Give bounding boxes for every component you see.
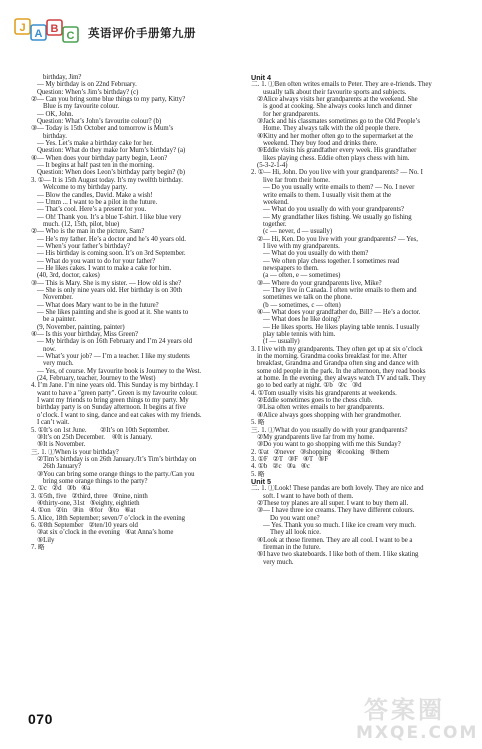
answer-line: — My grandfather likes fishing. We usually go fishing [263, 213, 412, 221]
answer-line: — That’s cool. Here’s a present for you. [37, 206, 147, 214]
answer-line: — Oh! Thank you. It’s a blue T-shirt. I like blue very [37, 213, 182, 221]
answer-line: 5. 略 [251, 470, 265, 478]
answer-line: ②These toy planes are all super. I want to buy them all. [257, 499, 409, 507]
answer-line: very much. [263, 558, 294, 566]
answer-line: 4. I’m Jane. I’m nine years old. This Sunday is my birthday. I [31, 382, 199, 390]
answer-line: ②Tim’s birthday is on 26th January./It’s Tim’s birthday on [37, 455, 197, 463]
answer-line: live far from their home. [263, 176, 330, 184]
answer-line: usually talk about their favourite sports and subjects. [263, 88, 407, 96]
answer-line: November. [43, 294, 74, 302]
answer-line: Do you want one? [270, 514, 320, 522]
logo-letter: A [34, 28, 43, 40]
right-answer-column [251, 74, 470, 724]
answer-line: 5. Alice, 18th September; seven/7 o’clock in the evening [31, 514, 186, 522]
answer-line: 4. ①Tom usually visits his grandparents at weekends. [251, 389, 397, 397]
answer-line: — What do you want to do for your father? [37, 257, 156, 265]
answer-line: ②— Who is the man in the picture, Sam? [31, 228, 145, 236]
answer-line: at home. In the evening, they always watch TV and talk. They [257, 375, 426, 383]
answer-line: ③Lisa often writes emails to her grandparents. [257, 404, 385, 412]
watermark-site-text: MXQE.COM [356, 723, 479, 743]
answer-line: — Do you usually write emails to them? — No. I never [263, 184, 415, 192]
answer-line: — Yes. Thank you so much. I like ice cream very much. [263, 521, 416, 529]
book-title: 英语评价手册第九册 [88, 26, 196, 40]
answer-line: likes playing chess. Eddie often plays chess with him. [263, 154, 410, 162]
answer-line: I can’t wait. [37, 419, 70, 427]
answer-line: — What do you usually do with your grandparents? [263, 206, 405, 214]
answer-line: birthday party is on Sunday afternoon. It begins at five [37, 404, 186, 412]
answer-line: ③— I have three ice creams. They have different colours. [257, 507, 415, 515]
answer-line: ②— Can you bring some blue things to my party, Kitty? [31, 96, 186, 104]
answer-line: ③— This is Mary. She is my sister. — How old is she? [31, 279, 182, 287]
answer-line: — Umm ... I want to be a pilot in the future. [37, 198, 158, 206]
answer-line: ②My grandparents live far from my home. [257, 433, 375, 441]
answer-line: They all look nice. [270, 529, 321, 537]
answer-line: go to bed early at night. ①b ②c ③d [257, 382, 362, 390]
answer-line: Welcome to my birthday party. [43, 184, 128, 192]
answer-line: 5. 略 [251, 419, 265, 427]
answer-line: — It begins at half past ten in the morning. [37, 162, 155, 170]
answer-line: I live with my grandparents. [263, 242, 340, 250]
answer-line: in the morning. Grandma cooks breakfast for me. After [257, 353, 407, 361]
answer-line: — What’s your job? — I’m a teacher. I like my students [37, 353, 190, 361]
answer-line: 6. ①8th September ②ten/10 years old [31, 521, 138, 529]
answer-line: 5. ①It’s on 1st June. ②It’s on 10th September. [31, 426, 170, 434]
answer-line: I want my friends to bring green things to my party. My [37, 397, 189, 405]
answer-line: ③— Today is 15th October and tomorrow is Mum’s [31, 125, 174, 133]
answer-line: Question: What’s John’s favourite colour? (b) [37, 118, 162, 126]
answer-line: ③— Where do your grandparents live, Mike? [257, 279, 382, 287]
answer-line: (c — never, d — usually) [263, 228, 333, 236]
answer-line: — He likes sports. He likes playing table tennis. I usually [263, 323, 420, 331]
answer-line: be a painter. [43, 316, 77, 324]
answer-line: newspapers to them. [263, 264, 319, 272]
answer-line: (9, November, painting, painter) [37, 323, 125, 331]
answer-line: Question: When’s Jim’s birthday? (c) [37, 88, 139, 96]
answer-line: — My birthday is on 16th February and I’m 24 years old [37, 338, 192, 346]
answer-line: — Yes. Let’s make a birthday cake for her. [37, 140, 154, 148]
answer-line: 2. ①c ②d ③b ④a [31, 485, 91, 493]
answer-line: 3. ①5th, five ②third, three ③nine, ninth [31, 492, 148, 500]
answer-line: play table tennis with him. [263, 331, 336, 339]
answer-line: ④— What does your grandfather do, Bill? — He’s a doctor. [257, 309, 421, 316]
answer-line: birthday, Jim? [43, 74, 82, 81]
answer-line: 26th January? [43, 463, 81, 471]
answer-line: ④Look at those firemen. They are all cool. I want to be a [257, 536, 413, 544]
answer-line: — She is only nine years old. Her birthday is on 30th [37, 286, 182, 294]
answer-line: 二. 1. ①Look! These pandas are both lovely. They are nice and [251, 485, 424, 493]
answer-line: now. [43, 345, 56, 353]
answer-line: — What does Mary want to be in the future? [37, 301, 159, 309]
answer-line: — What do you usually do with them? [263, 250, 369, 258]
answer-line: soft. I want to have both of them. [263, 492, 354, 500]
answer-line: ④Alice always goes shopping with her grandmother. [257, 411, 402, 419]
answer-line: — They live in Canada. I often write emails to them and [263, 286, 417, 294]
answer-line: — What does he like doing? [263, 316, 341, 324]
answer-line: 3. I live with my grandparents. They often get up at six o’clock [251, 345, 423, 353]
answer-line: — He’s my father. He’s a doctor and he’s 40 years old. [37, 235, 186, 243]
answer-line: ⑤I have two skateboards. I like both of them. I like skating [257, 551, 419, 559]
watermark-logo-text: 答案圈 [364, 696, 445, 724]
logo-icon [14, 16, 84, 50]
answer-line: bring some orange things to the party? [43, 477, 148, 485]
answer-line: ③You can bring some orange things to the party./Can you [37, 470, 195, 478]
unit-heading: Unit 4 [251, 74, 271, 82]
answer-line: 三. 1. ①When is your birthday? [31, 448, 119, 456]
answer-line: 2. ①at ②never ③shopping ④cooking ⑤them [251, 448, 390, 456]
unit-heading: Unit 5 [251, 477, 271, 486]
answer-line: ②Eddie sometimes goes to the chess club. [257, 397, 373, 405]
answer-line: ③Do you want to go shopping with me this Sunday? [257, 441, 401, 449]
answer-line: — We often play chess together. I sometimes read [263, 257, 400, 265]
answer-line: 三. 1. ①What do you usually do with your grandparents? [251, 426, 408, 434]
answer-line: breakfast, Grandma and Grandpa often sing and dance with [257, 360, 419, 368]
answer-line: ④Kitty and her mother often go to the supermarket at the [257, 132, 413, 140]
answer-line: ⑤It is November. [37, 441, 86, 449]
answer-line: (a — often, e — sometimes) [263, 272, 341, 280]
answer-line: much. (12, 15th, pilot, blue) [43, 220, 120, 228]
answer-line: birthday. [43, 132, 67, 140]
answer-line: is good at cooking. She always cooks lunch and dinner [263, 103, 413, 111]
answer-line: — She likes painting and she is good at it. She wants to [37, 309, 189, 316]
answer-line: 3. ①F ②T ③F ④T ⑤F [251, 455, 329, 463]
answer-line: ④thirty-one, 31st ⑤eighty, eightieth [37, 499, 140, 507]
answer-line: together. [263, 220, 287, 228]
answer-line: very much. [43, 360, 74, 368]
answer-line: Question: What do they make for Mum’s birthday? (a) [37, 147, 186, 155]
answer-line: some old people in the park. In the afternoon, they read books [257, 367, 426, 375]
answer-line: o’clock. I want to sing, dance and eat cakes with my friends. [37, 411, 202, 419]
answer-line: 4. ①b ②c ③a ④c [251, 463, 310, 471]
answer-line: ③Jack and his classmates sometimes go to the Old People’s [257, 118, 420, 126]
answer-line: — He likes cakes. I want to make a cake for him. [37, 264, 172, 272]
page-header [14, 16, 474, 50]
answer-line: 4. ①on ②in ③in ④for ⑤to ⑥at [31, 507, 136, 515]
answer-line: 7. 略 [31, 544, 45, 551]
answer-line: ③at six o’clock in the evening ④at Anna’s home [37, 529, 174, 537]
answer-line: for her grandparents. [263, 110, 320, 118]
page-number: 070 [28, 711, 53, 727]
answer-line: (24, February, teacher, Journey to the West) [37, 375, 156, 383]
answer-line: (b — sometimes, c — often) [263, 301, 341, 309]
left-answer-column [31, 74, 243, 700]
answer-line: — Blow the candles, David. Make a wish! [37, 191, 153, 199]
answer-line: (40, 3rd, doctor, cakes) [37, 272, 100, 280]
answer-line: ②Alice always visits her grandparents at the weekend. She [257, 96, 418, 104]
answer-line: 2. ①— Hi, John. Do you live with your grandparents? — No. I [251, 169, 423, 177]
answer-line: — When’s your father’s birthday? [37, 242, 130, 250]
logo-letter: B [50, 23, 59, 35]
answer-line: — My birthday is on 22nd February. [37, 81, 137, 89]
answer-line: 3. ①— It is 15th August today. It’s my twelfth birthday. [31, 176, 183, 184]
answer-line: Blue is my favourite colour. [43, 103, 120, 111]
answer-line: ④— When does your birthday party begin, Leon? [31, 154, 168, 162]
answer-line: 二. 1. ①Ben often writes emails to Peter. They are e-friends. They [251, 81, 432, 89]
answer-line: weekend. [263, 198, 289, 206]
answer-line: — His birthday is coming soon. It’s on 3rd September. [37, 250, 186, 258]
answer-line: Home. They always talk with the old people there. [263, 125, 401, 133]
answer-line: ②— Hi, Ken. Do you live with your grandparents? — Yes, [257, 235, 418, 243]
answer-line: ④— Is this your birthday, Miss Green? [31, 331, 139, 339]
answer-line: Question: When does Leon’s birthday party begin? (b) [37, 169, 186, 177]
answer-line: ③It’s on 25th December. ④It is January. [37, 433, 153, 441]
answer-line: — OK, John. [37, 110, 74, 118]
answer-line: ⑤Eddie visits his grandfather every week. His grandfather [257, 147, 417, 155]
logo-letter: J [19, 22, 26, 34]
answer-line: — Yes, of course. My favourite book is Journey to the West. [37, 367, 202, 375]
answer-line: ⑤Lily [37, 536, 55, 544]
answer-line: weekend. They buy food and drinks there. [263, 140, 378, 148]
answer-line: write emails to them. I usually visit them at the [263, 191, 391, 199]
answer-line: want to have a "green party". Green is my favourite colour. [37, 389, 198, 397]
answer-line: fireman in the future. [263, 544, 321, 551]
answer-line: (f — usually) [263, 338, 300, 346]
logo-letter: C [66, 30, 75, 42]
answer-line: sometimes we talk on the phone. [263, 294, 353, 302]
answer-line: (5-3-2-1-4) [257, 162, 288, 170]
watermark [340, 690, 479, 744]
